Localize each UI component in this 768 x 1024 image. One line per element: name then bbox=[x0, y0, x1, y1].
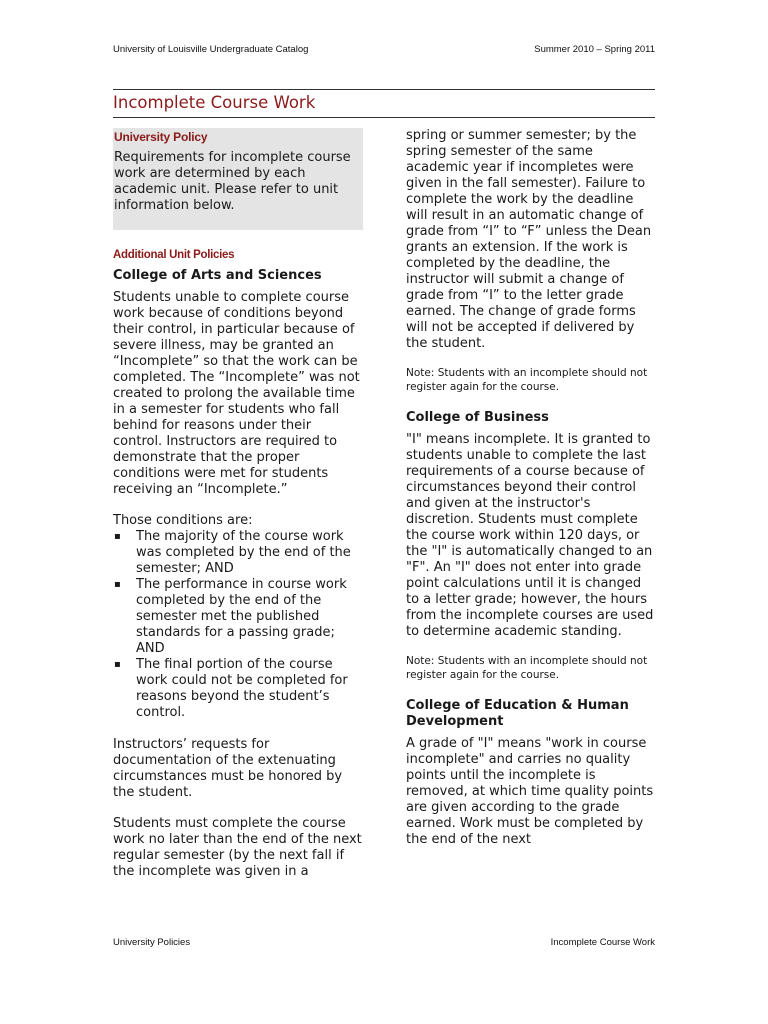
university-policy-box bbox=[113, 128, 363, 230]
title-bottom-rule bbox=[113, 117, 655, 118]
arts-sciences-paragraph-3: Students must complete the course work no later than the end of the next regular semester (by the next fall if the incomplete was given in a bbox=[113, 816, 362, 879]
list-item: ▪ The majority of the course work was completed by the end of the semester; AND bbox=[113, 529, 363, 577]
education-text: A grade of "I" means "work in course incomplete" and carries no quality points until the incomplete is removed, at which time quality points are given according to the grade earned. Work must be completed by the end of the next bbox=[406, 736, 654, 847]
list-item: ▪ The performance in course work completed by the end of the semester met the published standards for a passing grade; AND bbox=[113, 577, 363, 657]
arts-sciences-paragraph-1: Students unable to complete course work because of conditions beyond their control, in particular because of severe illness, may be granted an “Incomplete” so that the work can be completed. The “Incomplete” was not created to prolong the available time in a semester for students who fall behind for reasons under their control. Instructors are required to demonstrate that the proper conditions were met for students receiving an “Incomplete.” bbox=[113, 290, 360, 497]
catalog-name: University of Louisville Undergraduate Catalog bbox=[113, 44, 309, 55]
arts-sciences-paragraph-2: Instructors’ requests for documentation of the extenuating circumstances must be honored by the student. bbox=[113, 737, 343, 800]
arts-sciences-heading: College of Arts and Sciences bbox=[113, 268, 322, 283]
arts-sciences-note: Note: Students with an incomplete should not register again for the course. bbox=[406, 367, 648, 393]
footer-section: University Policies bbox=[113, 937, 191, 948]
business-text: "I" means incomplete. It is granted to students unable to complete the last requirements of a course because of circumstances beyond their control and given at the instructor's discretion. Students must complete the course work within 120 days, or the "I" is automatically changed to an "F". An "I" does not enter into grade point calculations until it is changed to a letter grade; however, the hours from the incomplete courses are used to determine academic standing. bbox=[406, 432, 654, 639]
university-policy-heading: University Policy bbox=[114, 130, 208, 144]
left-column bbox=[113, 128, 363, 880]
education-heading: College of Education & Human Development bbox=[406, 698, 629, 729]
footer-topic: Incomplete Course Work bbox=[550, 937, 655, 948]
university-policy-text: Requirements for incomplete course work are determined by each academic unit. Please refer to unit information below. bbox=[114, 150, 351, 213]
arts-sciences-paragraph-3-continued: spring or summer semester; by the spring semester of the same academic year if incompletes were given in the fall semester). Failure to complete the work by the deadline will result in an automatic change of grade from “I” to “F” unless the Dean grants an extension. If the work is completed by the deadline, the instructor will submit a change of grade from “I” to the letter grade earned. The change of grade forms will not be accepted if delivered by the student. bbox=[406, 128, 652, 351]
business-heading: College of Business bbox=[406, 410, 549, 425]
page-title: Incomplete Course Work bbox=[113, 93, 316, 112]
right-column bbox=[406, 128, 656, 848]
title-top-rule bbox=[113, 89, 655, 90]
list-item: ▪ The final portion of the course work could not be completed for reasons beyond the student’s control. bbox=[113, 657, 363, 721]
conditions-list bbox=[113, 529, 363, 721]
conditions-intro: Those conditions are: bbox=[113, 513, 253, 528]
business-note: Note: Students with an incomplete should not register again for the course. bbox=[406, 655, 648, 681]
catalog-term: Summer 2010 – Spring 2011 bbox=[534, 44, 655, 55]
additional-policies-heading: Additional Unit Policies bbox=[113, 249, 235, 261]
